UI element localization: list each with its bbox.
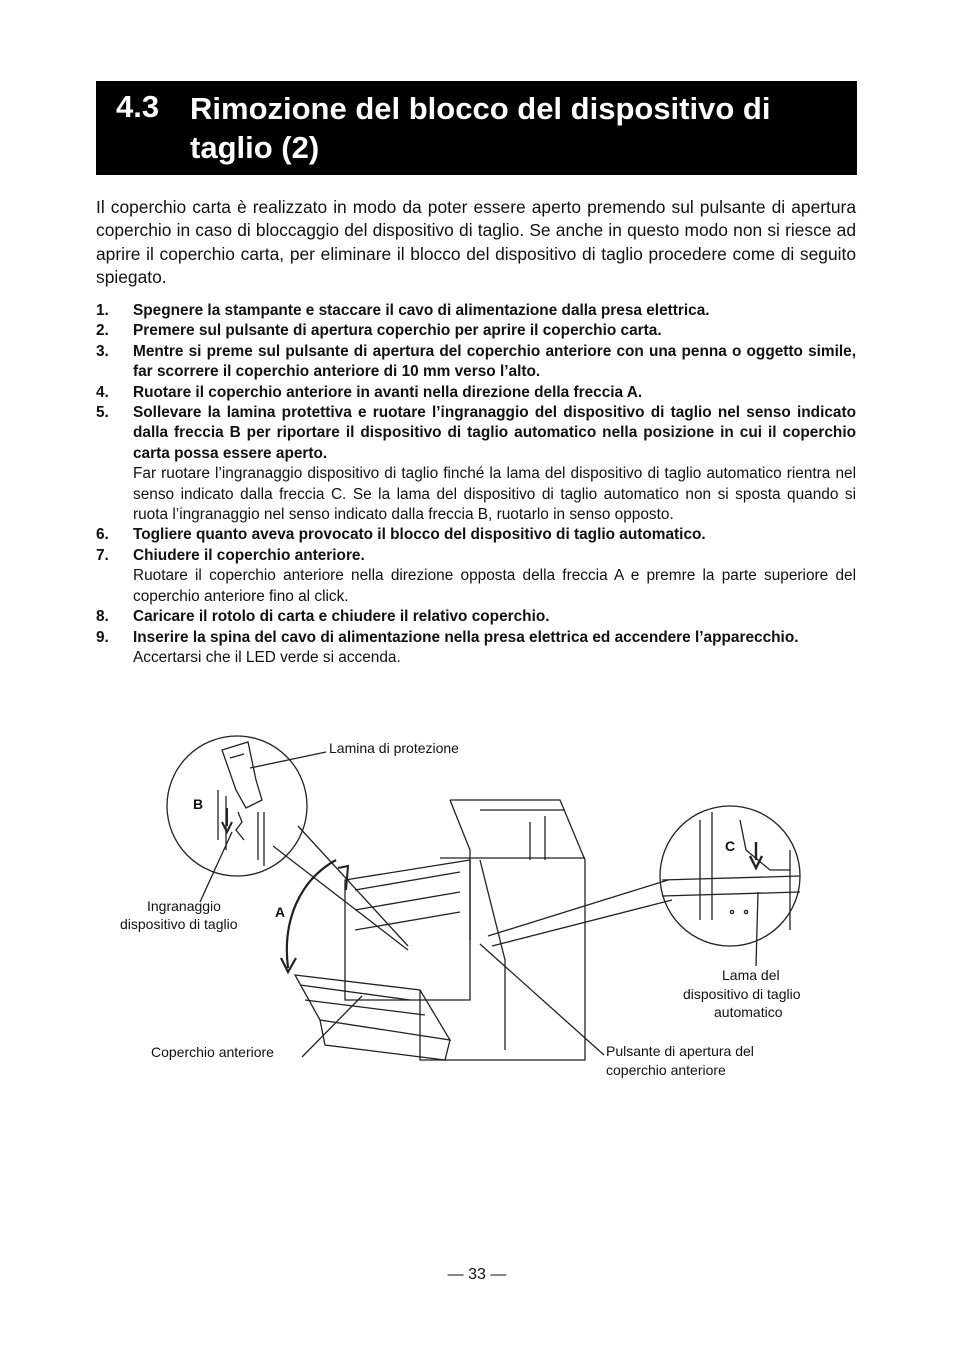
label-ingranaggio-1: Ingranaggio: [147, 898, 221, 914]
step-number: 7.: [96, 546, 109, 564]
section-title: Rimozione del blocco del dispositivo di taglio (2): [190, 91, 771, 165]
label-arrow-b: B: [193, 796, 204, 812]
label-ingranaggio-2: dispositivo di taglio: [120, 916, 238, 932]
step-instruction: Chiudere il coperchio anteriore.: [133, 546, 365, 564]
step-number: 9.: [96, 628, 109, 646]
step-instruction: Togliere quanto aveva provocato il blocco del dispositivo di taglio automatico.: [133, 526, 706, 544]
step-instruction: Spegnere la stampante e staccare il cavo di alimentazione dalla presa elettrica.: [133, 302, 710, 319]
label-lamina: Lamina di protezione: [329, 740, 459, 756]
step-number: 8.: [96, 608, 109, 626]
arrow-b-icon: [222, 808, 232, 832]
label-coperchio: Coperchio anteriore: [151, 1044, 274, 1060]
label-lama-1: Lama del: [722, 967, 780, 983]
step-number: 4.: [96, 383, 109, 401]
page-number: — 33 —: [447, 1266, 507, 1283]
label-lama-2: dispositivo di taglio: [683, 986, 801, 1002]
label-arrow-c: C: [725, 838, 736, 854]
label-pulsante-2: coperchio anteriore: [606, 1062, 726, 1078]
step-number: 5.: [96, 404, 109, 422]
step-instruction: Caricare il rotolo di carta e chiudere il relativo coperchio.: [133, 608, 550, 626]
step-instruction: Premere sul pulsante di apertura coperchio per aprire il coperchio carta.: [133, 322, 662, 340]
zoom-circle-left: [167, 736, 307, 876]
step-number: 2.: [96, 322, 109, 340]
step-instruction: Mentre si preme sul pulsante di apertura del coperchio anteriore con una penna o oggetto simile, far scorrere il coperchio anteriore di 10 mm verso l’alto.: [133, 342, 856, 381]
step-instruction: Sollevare la lamina protettiva e ruotare l’ingranaggio del dispositivo di taglio nel senso indicato dalla freccia B per riportare il dispositivo di taglio automatico nella posizione in cui il coperchio carta possa essere aperto.: [133, 404, 856, 462]
step-number: 3.: [96, 342, 109, 360]
step-note: Far ruotare l’ingranaggio dispositivo di taglio finché la lama del dispositivo di taglio automatico rientra nel senso indicato dalla freccia C. Se la lama del dispositivo di taglio automatico non si sposta quando si ruota l’ingranaggio nel senso indicato dalla freccia B, ruotarlo in senso opposto.: [133, 465, 856, 524]
step-number: 1.: [96, 302, 109, 319]
label-pulsante-1: Pulsante di apertura del: [606, 1043, 754, 1059]
step-instruction: Ruotare il coperchio anteriore in avanti nella direzione della freccia A.: [133, 383, 643, 401]
step-instruction: Inserire la spina del cavo di alimentazione nella presa elettrica ed accendere l’apparecchio.: [133, 628, 799, 646]
section-number: 4.3: [116, 89, 160, 124]
step-number: 6.: [96, 526, 109, 544]
intro-paragraph: Il coperchio carta è realizzato in modo da poter essere aperto premendo sul pulsante di apertura coperchio in caso di bloccaggio del dispositivo di taglio. Se anche in questo modo non si riesce ad aprire il coperchio carta, per eliminare il blocco del dispositivo di taglio procedere come di seguito spiegato.: [96, 197, 856, 287]
step-note: Ruotare il coperchio anteriore nella direzione opposta della freccia A e premre la parte superiore del coperchio anteriore fino al click.: [133, 567, 856, 605]
label-lama-3: automatico: [714, 1004, 783, 1020]
step-note: Accertarsi che il LED verde si accenda.: [133, 648, 401, 666]
label-arrow-a: A: [275, 904, 286, 920]
